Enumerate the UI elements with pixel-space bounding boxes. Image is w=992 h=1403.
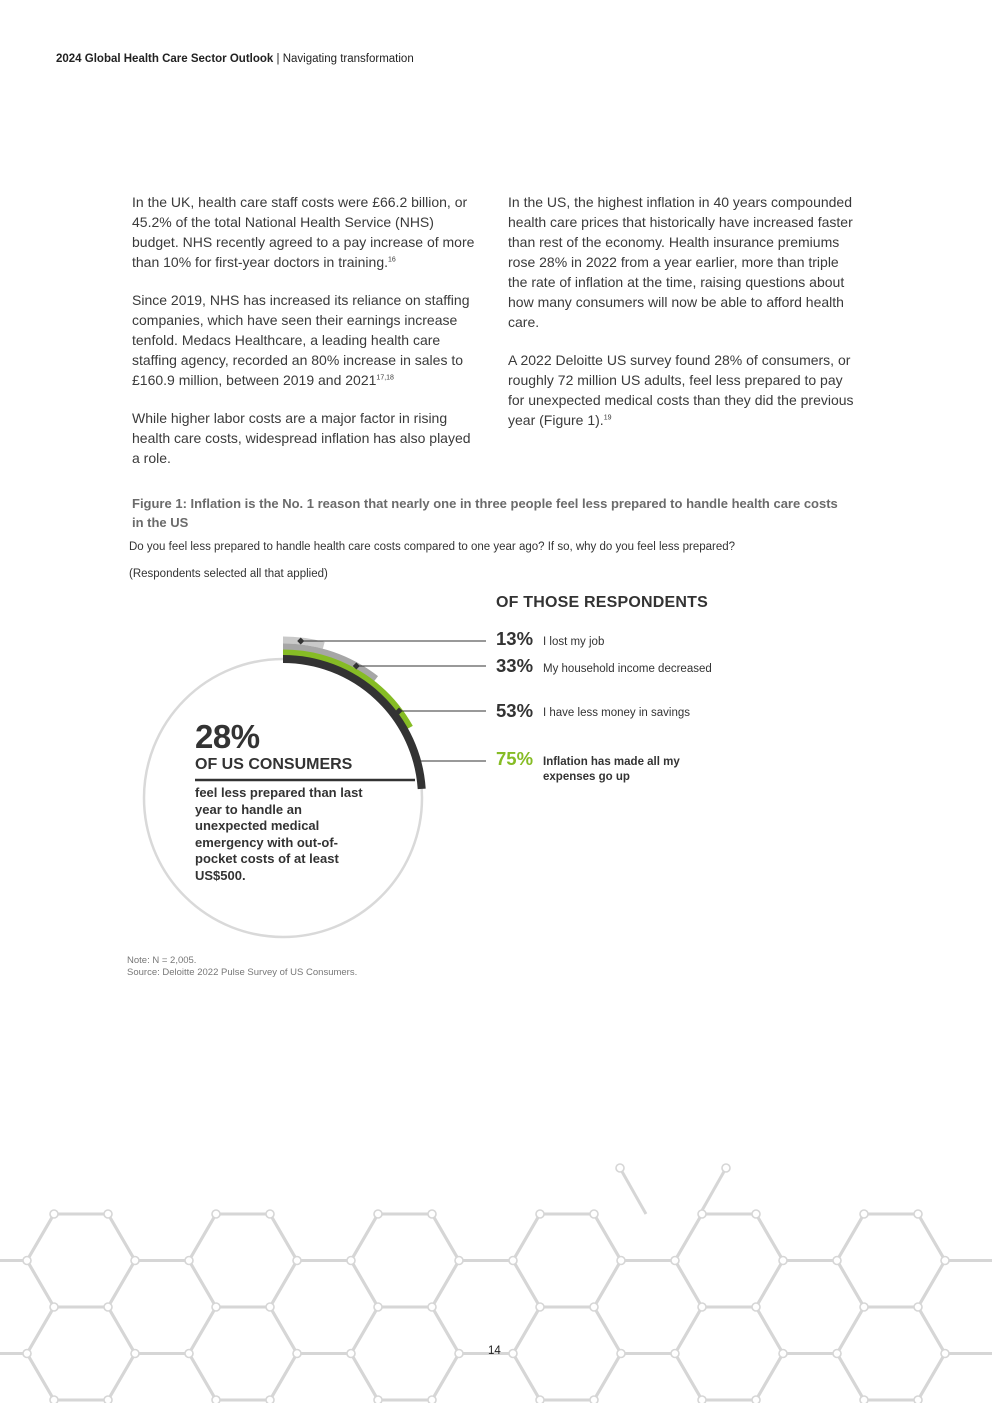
footnote-ref: 16 (388, 256, 396, 264)
data-label-33: 33% (496, 655, 534, 676)
category-label-less-savings: I have less money in savings (543, 707, 691, 719)
category-label-inflation: Inflation has made all my expenses go up (543, 756, 680, 783)
headline-description: feel less prepared than last year to handle an unexpected medical emergency with out-of-pocket costs of at least US$500. (195, 785, 363, 883)
respondents-heading: OF THOSE RESPONDENTS (496, 594, 709, 611)
paragraph-text: A 2022 Deloitte US survey found 28% of consumers, or roughly 72 million US adults, feel less prepared to pay for unexpected medical costs than they did the previous year (Figure 1). (508, 352, 854, 428)
header-separator: | (273, 53, 283, 65)
category-label-income-decreased: My household income decreased (543, 663, 712, 675)
survey-question: Do you feel less prepared to handle health care costs compared to one year ago? If so, why do you feel less prepared? (129, 541, 736, 553)
paragraph-text: In the UK, health care staff costs were £66.2 billion, or 45.2% of the total National Health Service (NHS) budget. NHS recently agreed to a pay increase of more than 10% for first-year doctors in training. (132, 194, 475, 270)
header-subtitle: Navigating transformation (282, 53, 414, 65)
data-label-53: 53% (496, 700, 534, 721)
source-text: Source: Deloitte 2022 Pulse Survey of US Consumers. (127, 967, 358, 978)
header-title: 2024 Global Health Care Sector Outlook (56, 53, 274, 65)
data-label-75: 75% (496, 748, 534, 769)
footnote-ref: 19 (603, 414, 612, 422)
category-label-lost-job: I lost my job (543, 636, 605, 648)
headline-label: OF US CONSUMERS (195, 756, 353, 773)
headline-percent: 28% (195, 718, 260, 755)
figure-title: Figure 1: Inflation is the No. 1 reason that nearly one in three people feel less prepared to handle health care costs in the US (132, 496, 838, 530)
paragraph-text: Since 2019, NHS has increased its reliance on staffing companies, which have seen their earnings increase tenfold. Medacs Healthcare, a leading health care staffing agency, recorded an 80% increase in sales to £160.9 million, between 2019 and 2021 (132, 292, 470, 388)
figure-note (127, 955, 357, 979)
note-text: Note: N = 2,005. (127, 955, 197, 966)
paragraph: In the US, the highest inflation in 40 years compounded health care prices that historically have increased faster than rest of the economy. Health insurance premiums rose 28% in 2022 from a year earlier, more than triple the rate of inflation at the time, raising questions about how many consumers will now be able to afford health care. (508, 194, 853, 330)
data-label-13: 13% (496, 628, 534, 649)
paragraph: While higher labor costs are a major factor in rising health care costs, widespread inflation has also played a role. (132, 410, 471, 466)
footnote-ref: 17,18 (376, 374, 394, 382)
survey-note: (Respondents selected all that applied) (129, 568, 328, 580)
page-number: 14 (488, 1345, 501, 1357)
